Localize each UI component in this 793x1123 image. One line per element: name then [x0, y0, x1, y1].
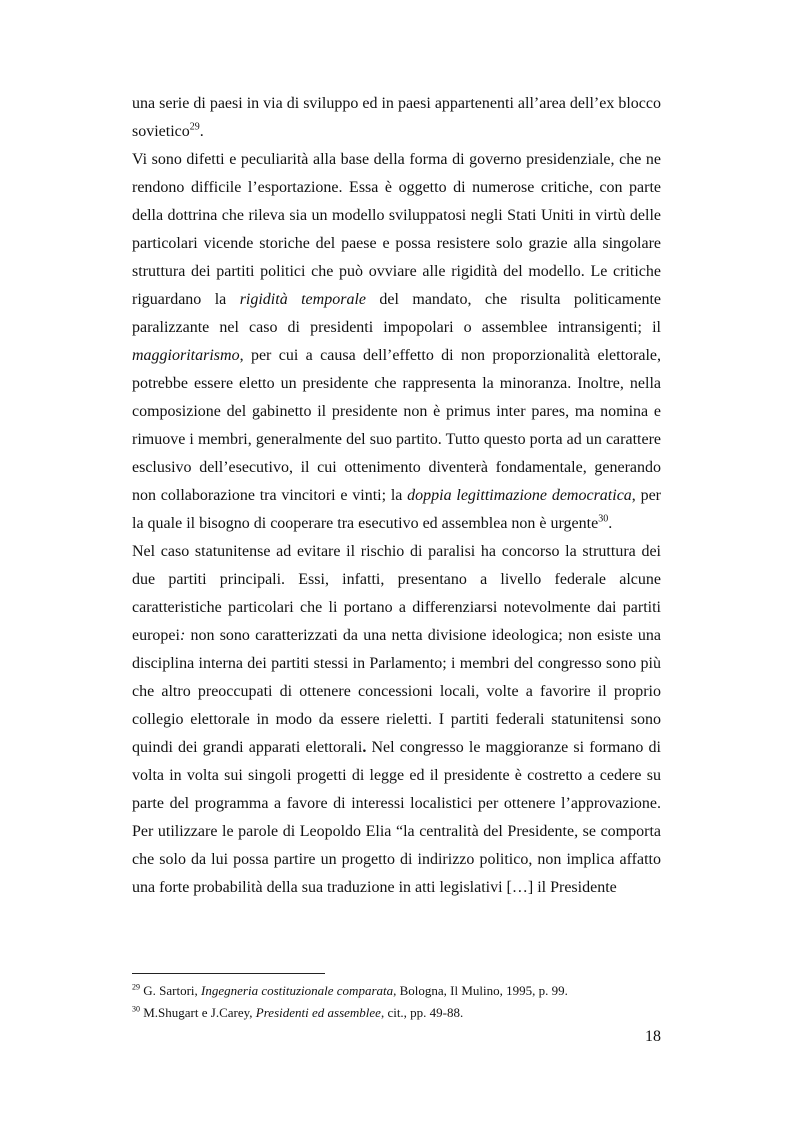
- italic-text: doppia legittimazione democratica: [407, 487, 632, 504]
- italic-text: Presidenti ed assemblee: [255, 1005, 381, 1020]
- footnote-ref: 29: [132, 982, 140, 992]
- text-run: , per la quale il bisogno di cooperare tra esecutivo ed assemblea non è urgente: [132, 487, 662, 532]
- text-run: del mandato, che risulta politicamente paralizzante nel caso di presidenti impopolari o assemblee intransigenti; il: [132, 291, 661, 336]
- footnote-30: [132, 1002, 661, 1024]
- text-run: Nel caso statunitense ad evitare il rischio di paralisi ha concorso la struttura dei due partiti principali. Essi, infatti, presentano a livello federale alcune caratteristiche particolari che li portano a differenziarsi notevolmente dai partiti europei: [132, 543, 661, 644]
- bold-text: .: [362, 739, 367, 756]
- paragraph-1: [132, 90, 661, 146]
- footnote-29: [132, 980, 661, 1002]
- text-run: G. Sartori,: [140, 983, 202, 998]
- text-run: M.Shugart e J.Carey,: [140, 1005, 256, 1020]
- text-run: , per cui a causa dell’effetto di non proporzionalità elettorale, potrebbe essere eletto un presidente che rappresenta la minoranza. Inoltre, nella composizione del gabinetto il presidente non è primus inter pares, ma nomina e rimuove i membri, generalmente del suo partito. Tutto questo porta ad un carattere esclusivo dell’esecutivo, il cui ottenimento diventerà fondamentale, generando non collaborazione tra vincitori e vinti; la: [132, 347, 661, 504]
- text-run: , Bologna, Il Mulino, 1995, p. 99.: [393, 983, 568, 998]
- italic-text: rigidità temporale: [239, 291, 366, 308]
- text-run: Nel congresso le maggioranze si formano di volta in volta sui singoli progetti di legge ed il presidente è costretto a cedere su parte del programma a favore di interessi localistici per ottenere l’approvazione. Per utilizzare le parole di Leopoldo Elia “la centralità del Presidente, se comporta che solo da lui possa partire un progetto di indirizzo politico, non implica affatto una forte probabilità della sua traduzione in atti legislativi […] il Presidente: [132, 739, 661, 896]
- italic-text: Ingegneria costituzionale comparata: [201, 983, 394, 998]
- paragraph-2: [132, 146, 661, 538]
- footnote-ref: 30: [132, 1004, 140, 1014]
- text-run: , cit., pp. 49-88.: [380, 1005, 464, 1020]
- page-number: 18: [645, 1028, 661, 1045]
- footnote-ref: 30: [598, 513, 609, 525]
- footnote-separator: [132, 973, 325, 974]
- paragraph-3: [132, 538, 661, 902]
- text-run: una serie di paesi in via di sviluppo ed in paesi appartenenti all’area dell’ex blocco sovietico: [132, 95, 661, 140]
- italic-text: maggioritarismo: [132, 347, 240, 364]
- italic-text: :: [179, 627, 186, 644]
- text-run: non sono caratterizzati da una netta divisione ideologica; non esiste una disciplina interna dei partiti stessi in Parlamento; i membri del congresso sono più che altro preoccupati di ottenere concessioni locali, volte a favorire il proprio collegio elettorale in modo da essere rieletti. I partiti federali statunitensi sono quindi dei grandi apparati elettorali: [132, 627, 661, 756]
- text-run: .: [608, 515, 613, 532]
- footnotes: [132, 980, 661, 1024]
- footnote-ref: 29: [189, 121, 200, 133]
- text-run: Vi sono difetti e peculiarità alla base della forma di governo presidenziale, che ne rendono difficile l’esportazione. Essa è oggetto di numerose critiche, con parte della dottrina che rileva sia un modello sviluppatosi negli Stati Uniti in virtù delle particolari vicende storiche del paese e possa resistere solo grazie alla singolare struttura dei partiti politici che può ovviare alle rigidità del modello. Le critiche riguardano la: [132, 151, 661, 308]
- text-run: .: [199, 123, 204, 140]
- body-text: [132, 90, 661, 902]
